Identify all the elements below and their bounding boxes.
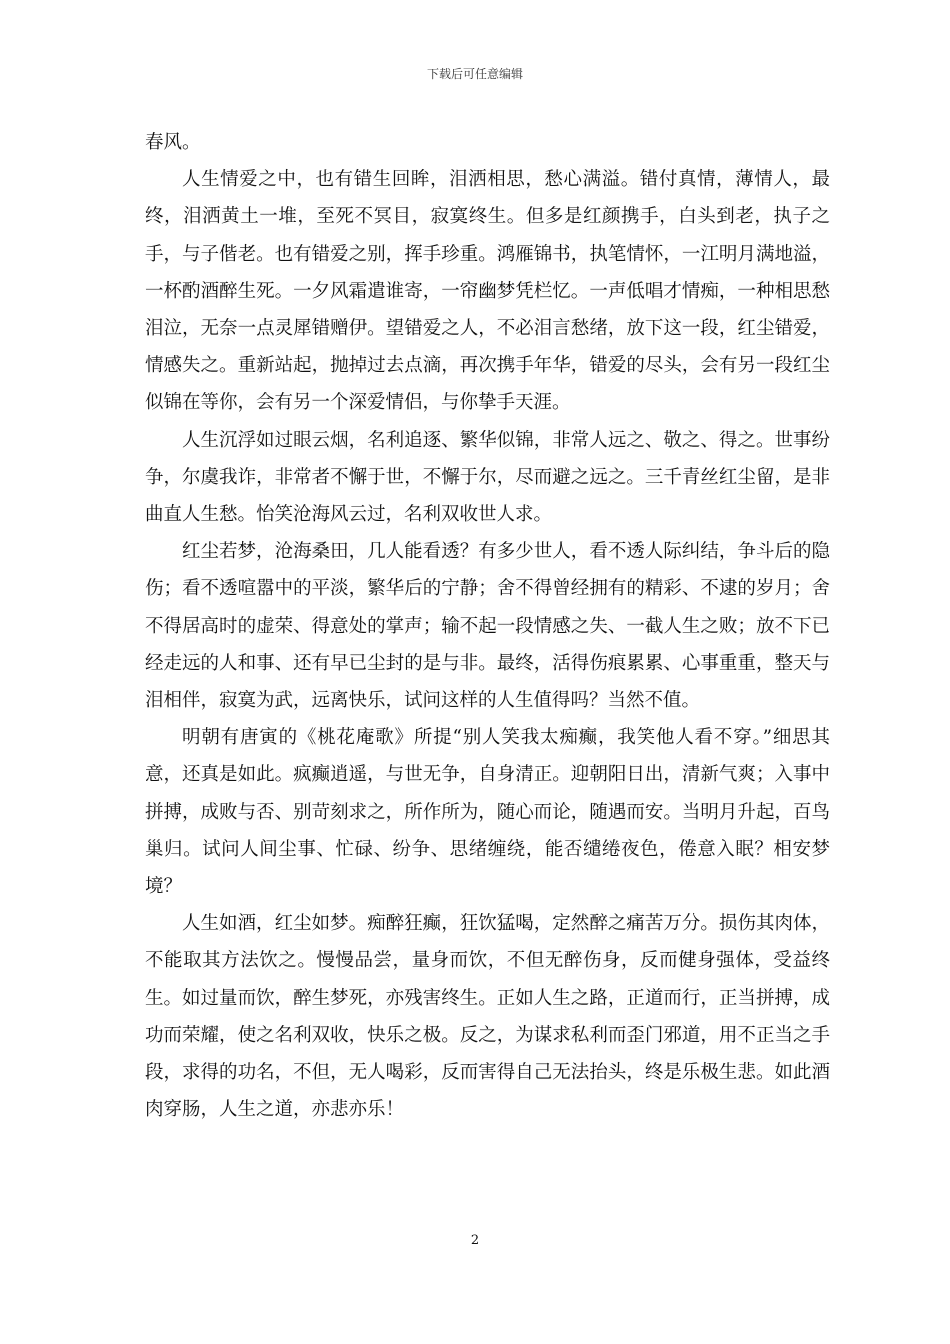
paragraph-5: 明朝有唐寅的《桃花庵歌》所提“别人笑我太痴癫，我笑他人看不穿。”细思其意，还真是如此。疯癫逍遥，与世无争，自身清正。迎朝阳日出，清新气爽；入事中拼搏，成败与否、别苛刻求之，所作所为，随心而论，随遇而安。当明月升起，百鸟巢归。试问人间尘事、忙碌、纷争、思绪缠绕，能否缱绻夜色，倦意入眠？相安梦境？: [145, 727, 830, 898]
body-text: [145, 124, 830, 1128]
paragraph-1: 春风。: [145, 132, 201, 153]
page-number: 2: [470, 1233, 480, 1248]
page-header: 下载后可任意编辑: [426, 67, 523, 81]
paragraph-4: 红尘若梦，沧海桑田，几人能看透？有多少世人，看不透人际纠结，争斗后的隐伤；看不透喧嚣中的平淡，繁华后的宁静；舍不得曾经拥有的精彩、不逮的岁月；舍不得居高时的虚荣、得意处的掌声；输不起一段情感之失、一截人生之败；放不下已经走远的人和事、还有早已尘封的是与非。最终，活得伤痕累累、心事重重，整天与泪相伴，寂寞为武，远离快乐，试问这样的人生值得吗？当然不值。: [145, 541, 830, 712]
paragraph-6: 人生如酒，红尘如梦。痴醉狂癫，狂饮猛喝，定然醉之痛苦万分。损伤其肉体，不能取其方法饮之。慢慢品尝，量身而饮，不但无醉伤身，反而健身强体，受益终生。如过量而饮，醉生梦死，亦残害终生。正如人生之路，正道而行，正当拼搏，成功而荣耀，使之名利双收，快乐之极。反之，为谋求私利而歪门邪道，用不正当之手段，求得的功名，不但，无人喝彩，反而害得自己无法抬头，终是乐极生悲。如此酒肉穿肠，人生之道，亦悲亦乐！: [145, 913, 830, 1121]
paragraph-3: 人生沉浮如过眼云烟，名利追逐、繁华似锦，非常人远之、敬之、得之。世事纷争，尔虞我诈，非常者不懈于世，不懈于尔，尽而避之远之。三千青丝红尘留，是非曲直人生愁。怡笑沧海风云过，名利双收世人求。: [145, 429, 830, 526]
paragraph-2: 人生情爱之中，也有错生回眸，泪洒相思，愁心满溢。错付真情，薄情人，最终，泪洒黄土一堆，至死不冥目，寂寞终生。但多是红颜携手，白头到老，执子之手，与子偕老。也有错爱之别，挥手珍重。鸿雁锦书，执笔情怀，一江明月满地溢，一杯酌酒醉生死。一夕风霜遣谁寄，一帘幽梦凭栏忆。一声低唱才情痴，一种相思愁泪泣，无奈一点灵犀错赠伊。望错爱之人，不必泪言愁绪，放下这一段，红尘错爱，情感失之。重新站起，抛掉过去点滴，再次携手年华，错爱的尽头，会有另一段红尘似锦在等你，会有另一个深爱情侣，与你挚手天涯。: [145, 169, 830, 414]
